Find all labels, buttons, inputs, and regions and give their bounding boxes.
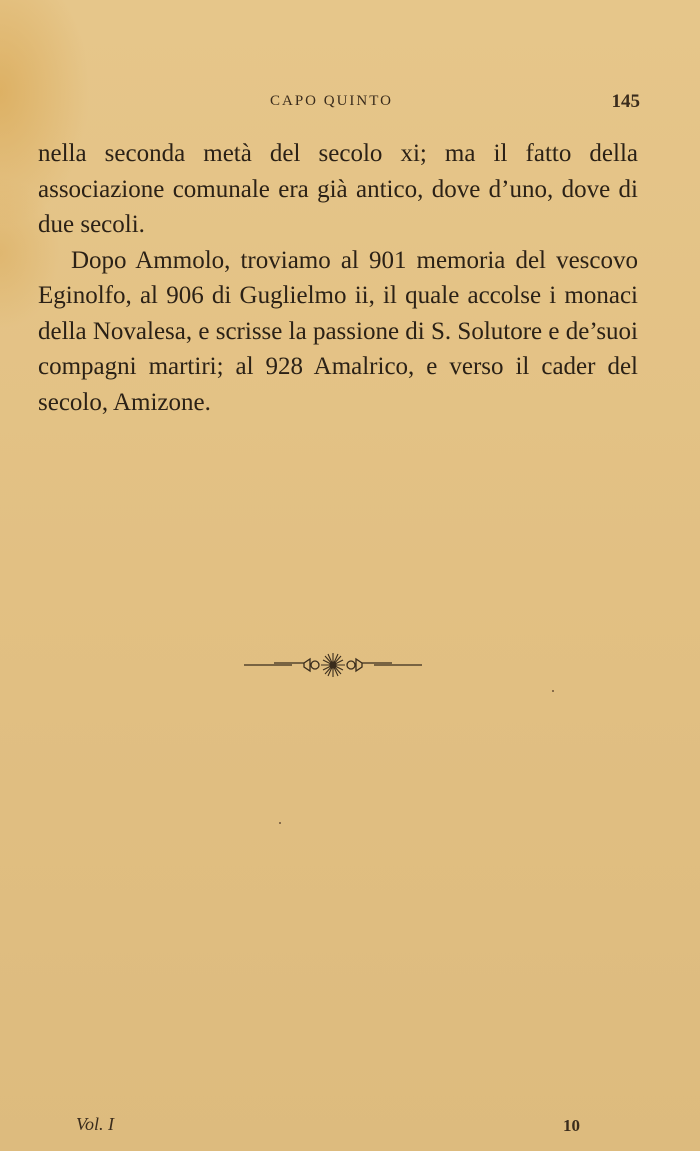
signature-number: 10 — [563, 1116, 580, 1135]
ink-speck — [552, 690, 554, 692]
sunburst-rule-ornament-icon — [244, 651, 422, 679]
page-number: 145 — [611, 91, 640, 112]
signature-mark: Vol. I — [76, 1114, 114, 1134]
running-head — [0, 93, 700, 117]
running-title: CAPO QUINTO — [270, 93, 393, 109]
ink-speck — [279, 822, 281, 824]
body-text — [38, 136, 638, 420]
paragraph-dopo-ammolo: Dopo Ammolo, troviamo al 901 memoria del vescovo Eginolfo, al 906 di Guglielmo ii, il quale accolse i monaci della Novalesa, e scrisse la passione di S. Solutore e de’suoi compagni martiri; al 928 Amalrico, e verso il cader del secolo, Amizone. — [38, 246, 638, 416]
paragraph-continuation: nella seconda metà del secolo xi; ma il fatto della associazione comunale era già antico, dove d’uno, dove di due secoli. — [38, 140, 638, 238]
